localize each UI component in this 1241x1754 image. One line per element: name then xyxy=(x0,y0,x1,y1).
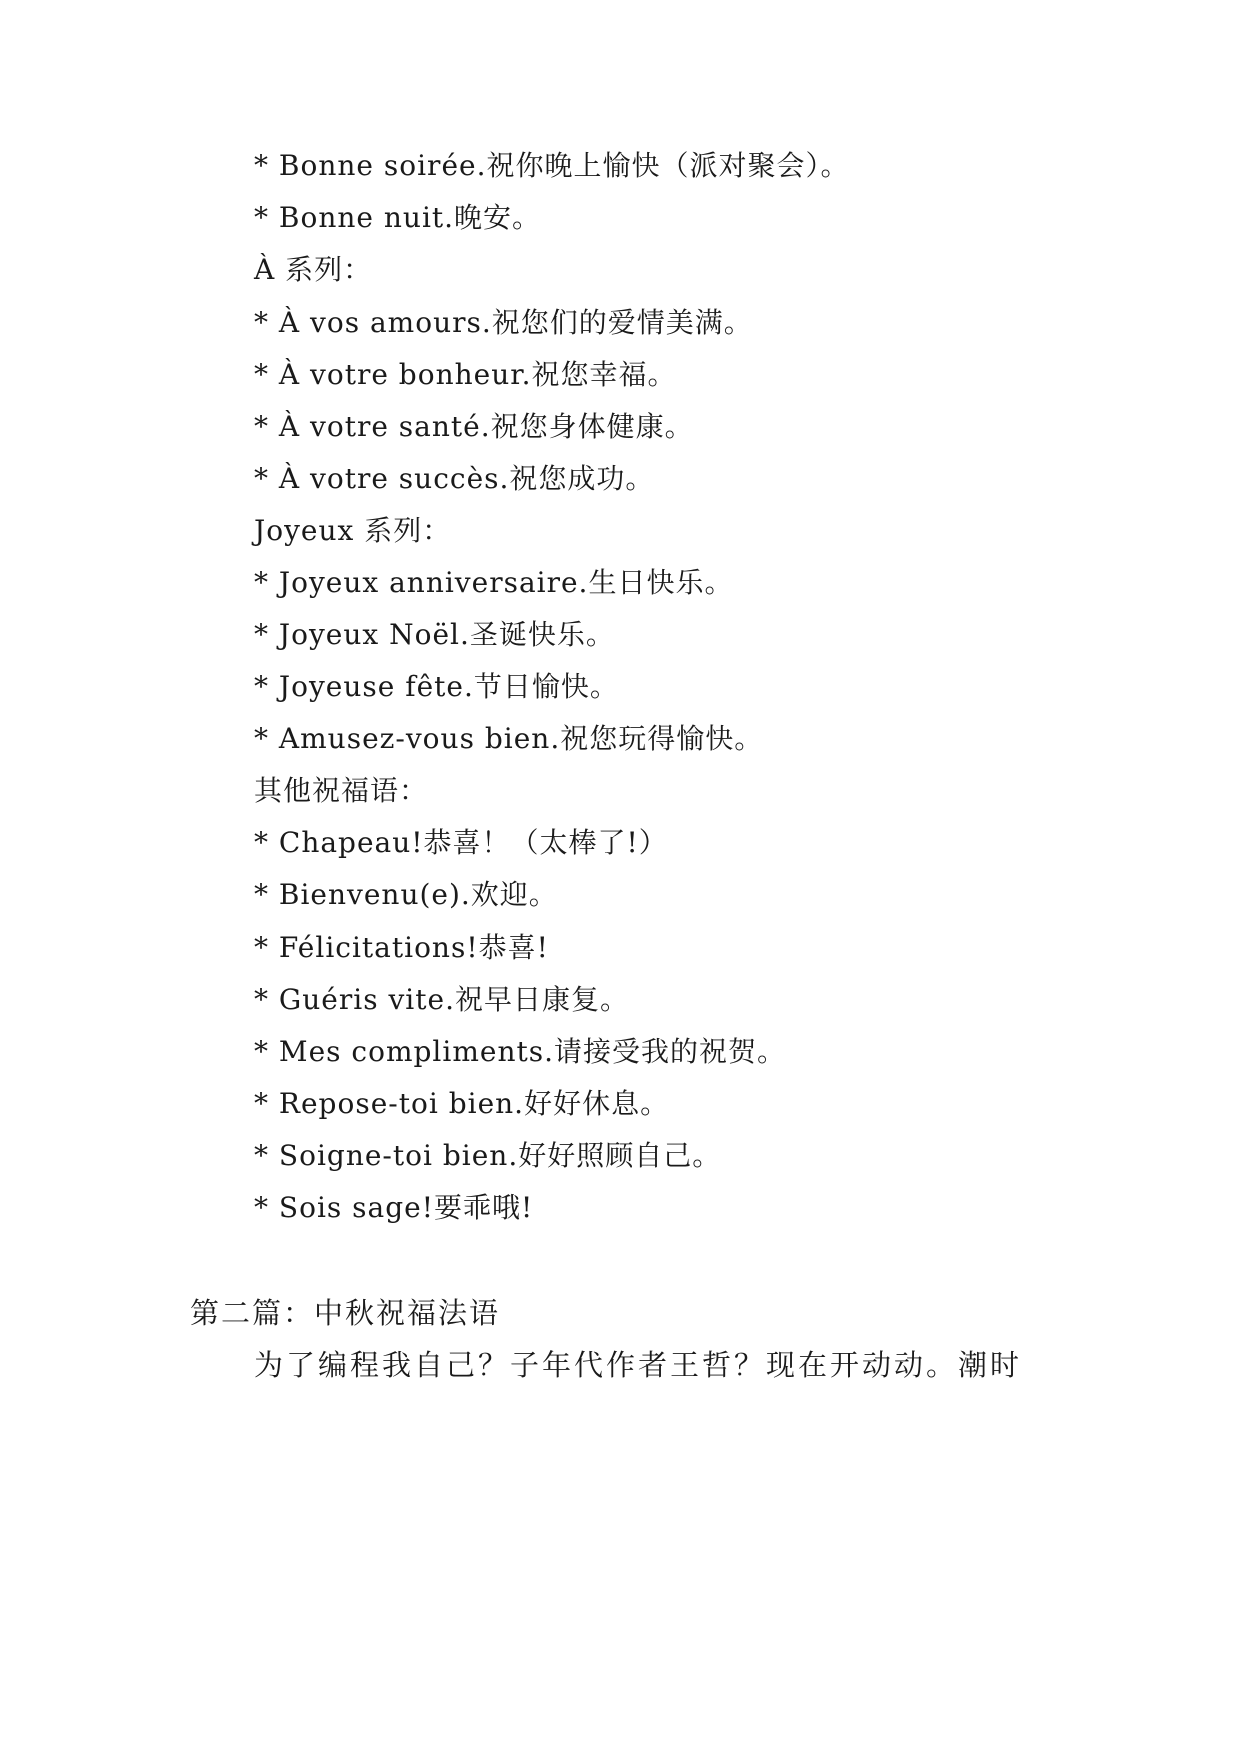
greeting-line: * Joyeux Noël.圣诞快乐。 xyxy=(254,618,615,651)
greeting-line: * Repose-toi bien.好好休息。 xyxy=(254,1087,670,1120)
greeting-line: * Soigne-toi bien.好好照顾自己。 xyxy=(254,1139,722,1172)
greeting-line: * Mes compliments.请接受我的祝贺。 xyxy=(254,1035,787,1068)
greeting-line: * Félicitations!恭喜! xyxy=(254,931,549,964)
greeting-line: * Chapeau!恭喜！（太棒了!） xyxy=(254,826,668,859)
greeting-line: * Bienvenu(e).欢迎。 xyxy=(254,878,558,911)
greeting-line: * À vos amours.祝您们的爱情美满。 xyxy=(254,306,753,339)
greeting-line: * Joyeux anniversaire.生日快乐。 xyxy=(254,566,734,599)
category-heading: À 系列： xyxy=(254,253,373,286)
greeting-line: * Joyeuse fête.节日愉快。 xyxy=(254,670,619,703)
greeting-line: * Guéris vite.祝早日康复。 xyxy=(254,983,629,1016)
greeting-line: * À votre succès.祝您成功。 xyxy=(254,462,655,495)
greeting-line: * À votre bonheur.祝您幸福。 xyxy=(254,358,677,391)
category-heading: Joyeux 系列： xyxy=(254,514,452,547)
category-heading: 其他祝福语： xyxy=(254,774,429,807)
section-title: 第二篇：中秋祝福法语 xyxy=(190,1296,501,1330)
greeting-line: * Amusez-vous bien.祝您玩得愉快。 xyxy=(254,722,764,755)
greeting-line: * Sois sage!要乖哦! xyxy=(254,1191,534,1224)
greeting-line: * Bonne soirée.祝你晚上愉快（派对聚会）。 xyxy=(254,149,850,182)
greeting-line: * À votre santé.祝您身体健康。 xyxy=(254,410,694,443)
paragraph-text: 为了编程我自己？子年代作者王哲？现在开动动。潮时 xyxy=(254,1348,1023,1382)
greeting-line: * Bonne nuit.晚安。 xyxy=(254,201,542,234)
